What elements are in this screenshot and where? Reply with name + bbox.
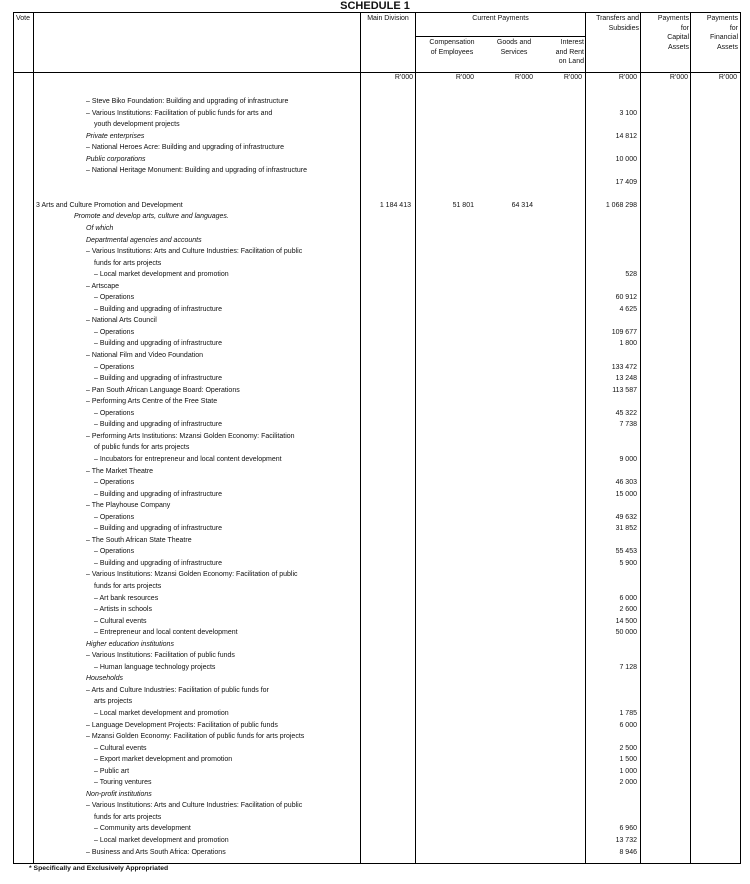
row-label: – Performing Arts Institutions: Mzansi Golden Economy: Facilitation	[86, 432, 295, 440]
row-label: – Various Institutions: Arts and Culture Industries: Facilitation of public	[86, 802, 303, 810]
table-row	[14, 800, 740, 812]
header-financial-assets: Payments for Financial Assets	[706, 15, 738, 51]
row-label: Departmental agencies and accounts	[86, 236, 202, 244]
table-row	[14, 108, 740, 120]
row-label: – Art bank resources	[94, 594, 159, 602]
transfers-value: 10 000	[615, 155, 637, 163]
row-label: Public corporations	[86, 155, 146, 163]
row-label: – Touring ventures	[94, 779, 152, 787]
row-label: – Local market development and promotion	[94, 709, 229, 717]
transfers-value: 1 068 298	[605, 201, 637, 209]
row-label: – Operations	[94, 548, 135, 556]
transfers-value: 8 946	[619, 848, 637, 856]
header-interest-rent: Interest and Rent on Land	[555, 39, 584, 65]
table-row	[14, 731, 740, 743]
row-label: – Export market development and promotion	[94, 756, 233, 764]
row-label: – Language Development Projects: Facilitation of public funds	[86, 721, 278, 729]
transfers-value: 2 500	[619, 744, 637, 752]
table-row	[14, 258, 740, 270]
transfers-value: 14 500	[615, 617, 637, 625]
header-main-division: Main Division	[367, 15, 409, 22]
table-row	[14, 627, 740, 639]
transfers-value: 7 738	[619, 421, 637, 429]
row-label: – Building and upgrading of infrastructure	[94, 559, 223, 567]
row-label: – Various Institutions: Facilitation of public funds	[86, 652, 235, 660]
unit-compensation: R'000	[455, 74, 474, 81]
table-row	[14, 662, 740, 674]
table-row	[14, 766, 740, 778]
transfers-value: 49 632	[615, 513, 637, 521]
transfers-value: 14 812	[615, 132, 637, 140]
table-row	[14, 281, 740, 293]
table-row	[14, 466, 740, 478]
header-goods-services: Goods and Services	[496, 39, 532, 56]
current-payments-rule	[415, 36, 585, 37]
table-row	[14, 292, 740, 304]
row-label: – Arts and Culture Industries: Facilitation of public funds for	[86, 686, 269, 694]
row-label: – Steve Biko Foundation: Building and upgrading of infrastructure	[86, 98, 289, 105]
transfers-value: 13 732	[615, 837, 637, 844]
header-transfers-subsidies: Transfers and Subsidies	[596, 15, 639, 32]
table-row	[14, 708, 740, 720]
table-row	[14, 743, 740, 755]
row-label: – Operations	[94, 513, 135, 521]
main-division-value: 1 184 413	[379, 201, 411, 209]
row-label: youth development projects	[94, 121, 180, 129]
transfers-value: 113 587	[612, 386, 637, 394]
row-label: – Mzansi Golden Economy: Facilitation of public funds for arts projects	[86, 733, 305, 741]
table-row	[14, 604, 740, 616]
compensation-value: 51 801	[452, 201, 474, 209]
row-label: – Cultural events	[94, 744, 147, 752]
table-row	[14, 673, 740, 685]
row-label: – National Arts Council	[86, 317, 157, 325]
row-label: – Local market development and promotion	[94, 271, 229, 279]
row-label: Non-profit institutions	[86, 790, 152, 798]
row-label: – Building and upgrading of infrastructure	[94, 340, 223, 348]
row-label: – Operations	[94, 479, 135, 487]
table-row	[14, 754, 740, 766]
header-capital-assets: Payments for Capital Assets	[657, 15, 689, 51]
transfers-value: 55 453	[615, 548, 637, 556]
schedule-table	[13, 12, 741, 864]
unit-transfers: R'000	[618, 74, 637, 81]
row-label: – Operations	[94, 328, 135, 336]
table-row	[14, 581, 740, 593]
table-row	[14, 442, 740, 454]
row-label: – Operations	[94, 363, 135, 371]
table-row	[14, 685, 740, 697]
transfers-value: 133 472	[611, 363, 637, 371]
transfers-value: 15 000	[615, 490, 637, 498]
transfers-value: 31 852	[615, 525, 637, 533]
table-row	[14, 546, 740, 558]
row-label: – Local market development and promotion	[94, 837, 229, 844]
row-label: – Artscape	[86, 282, 120, 290]
table-row	[14, 350, 740, 362]
transfers-value: 2 000	[619, 779, 637, 787]
row-label: – Artists in schools	[94, 606, 152, 614]
row-label: – Performing Arts Centre of the Free State	[86, 398, 218, 406]
row-label: – The South African State Theatre	[86, 536, 192, 544]
table-row	[14, 373, 740, 385]
transfers-value: 6 000	[619, 594, 637, 602]
transfers-value: 1 000	[619, 767, 637, 775]
row-label: funds for arts projects	[94, 582, 162, 590]
unit-financial: R'000	[718, 74, 737, 81]
row-label: – The Playhouse Company	[86, 502, 171, 510]
transfers-value: 45 322	[615, 409, 637, 417]
table-row	[14, 419, 740, 431]
row-label: – Building and upgrading of infrastructure	[94, 375, 223, 383]
goods-services-value: 64 314	[511, 201, 533, 209]
transfers-value: 13 248	[615, 375, 637, 383]
row-label: Higher education institutions	[86, 640, 174, 648]
header-compensation: Compensation of Employees	[429, 39, 475, 56]
table-row	[14, 200, 740, 212]
row-label: – Incubators for entrepreneur and local content development	[94, 455, 282, 463]
transfers-value: 2 600	[619, 606, 637, 614]
row-label: – The Market Theatre	[86, 467, 154, 475]
row-label: Households	[86, 675, 123, 683]
row-label: funds for arts projects	[94, 259, 162, 267]
table-row	[14, 327, 740, 339]
unit-main: R'000	[394, 74, 413, 81]
row-label: – Public art	[94, 767, 130, 775]
unit-capital: R'000	[669, 74, 688, 81]
table-row	[14, 789, 740, 801]
table-row	[14, 777, 740, 789]
table-row	[14, 593, 740, 605]
table-row	[14, 269, 740, 281]
transfers-value: 1 500	[619, 756, 637, 764]
table-row	[14, 720, 740, 732]
table-row	[14, 235, 740, 247]
schedule-title: SCHEDULE 1	[340, 0, 410, 12]
row-label: – Various Institutions: Arts and Culture Industries: Facilitation of public	[86, 248, 303, 256]
table-row	[14, 512, 740, 524]
transfers-value: 528	[625, 271, 637, 279]
table-row	[14, 315, 740, 327]
table-row	[14, 523, 740, 535]
table-row	[14, 431, 740, 443]
table-row	[14, 616, 740, 628]
table-row	[14, 165, 740, 177]
row-label: Private enterprises	[86, 132, 145, 140]
table-row	[14, 558, 740, 570]
row-label: – Cultural events	[94, 617, 147, 625]
table-row	[14, 396, 740, 408]
row-label: – Building and upgrading of infrastructure	[94, 305, 223, 313]
row-label: – Community arts development	[94, 825, 191, 833]
unit-interest: R'000	[563, 74, 582, 81]
table-row	[14, 246, 740, 258]
row-label: – Various Institutions: Facilitation of public funds for arts and	[86, 109, 273, 117]
transfers-value: 1 785	[619, 709, 637, 717]
row-label: – National Film and Video Foundation	[86, 352, 204, 360]
row-label: – Pan South African Language Board: Operations	[86, 386, 240, 394]
row-label: – National Heritage Monument: Building and upgrading of infrastructure	[86, 167, 308, 175]
transfers-value: 109 677	[611, 328, 637, 336]
transfers-value: 9 000	[619, 455, 637, 463]
transfers-value: 3 100	[619, 109, 637, 117]
table-row	[14, 489, 740, 501]
transfers-value: 46 303	[615, 479, 637, 487]
row-label: Promote and develop arts, culture and languages.	[74, 213, 229, 221]
transfers-value: 6 960	[619, 825, 637, 833]
row-label: – National Heroes Acre: Building and upgrading of infrastructure	[86, 144, 285, 152]
table-row	[14, 477, 740, 489]
table-row	[14, 639, 740, 651]
unit-goods: R'000	[514, 74, 533, 81]
row-label: – Operations	[94, 294, 135, 302]
footnote: * Specifically and Exclusively Appropriated	[29, 865, 169, 872]
table-row	[14, 154, 740, 166]
table-row	[14, 188, 740, 200]
row-label: of public funds for arts projects	[94, 444, 190, 452]
table-row	[14, 142, 740, 154]
row-label: – Business and Arts South Africa: Operations	[86, 848, 226, 856]
row-label: – Building and upgrading of infrastructure	[94, 525, 223, 533]
table-row	[14, 812, 740, 824]
table-row	[14, 131, 740, 143]
table-row	[14, 408, 740, 420]
row-label: arts projects	[94, 698, 133, 706]
table-row	[14, 454, 740, 466]
transfers-value: 1 800	[619, 340, 637, 348]
table-row	[14, 535, 740, 547]
table-row	[14, 650, 740, 662]
table-row	[14, 500, 740, 512]
transfers-value: 6 000	[619, 721, 637, 729]
row-label: Of which	[86, 225, 114, 233]
header-vote: Vote	[16, 15, 31, 22]
table-row	[14, 362, 740, 374]
table-row	[14, 223, 740, 235]
row-label: – Entrepreneur and local content development	[94, 629, 238, 637]
table-row	[14, 304, 740, 316]
row-label: – Various Institutions: Mzansi Golden Economy: Facilitation of public	[86, 571, 298, 579]
table-row	[14, 119, 740, 131]
row-label: – Building and upgrading of infrastructure	[94, 421, 223, 429]
table-row	[14, 211, 740, 223]
transfers-value: 50 000	[615, 629, 637, 637]
table-row	[14, 835, 740, 847]
row-label: – Building and upgrading of infrastructure	[94, 490, 223, 498]
table-body	[14, 96, 740, 858]
transfers-value: 5 900	[619, 559, 637, 567]
table-row	[14, 177, 740, 189]
table-row	[14, 823, 740, 835]
row-label: – Operations	[94, 409, 135, 417]
row-label: 3 Arts and Culture Promotion and Development	[36, 201, 183, 209]
table-row	[14, 696, 740, 708]
row-label: – Human language technology projects	[94, 663, 216, 671]
row-label: funds for arts projects	[94, 813, 162, 821]
transfers-value: 7 128	[619, 663, 637, 671]
transfers-value: 17 409	[615, 178, 637, 186]
transfers-value: 4 625	[619, 305, 637, 313]
table-row	[14, 569, 740, 581]
transfers-value: 60 912	[615, 294, 637, 302]
header-current-payments: Current Payments	[472, 15, 529, 22]
table-row	[14, 338, 740, 350]
table-row	[14, 385, 740, 397]
table-row	[14, 96, 740, 108]
table-row	[14, 847, 740, 859]
